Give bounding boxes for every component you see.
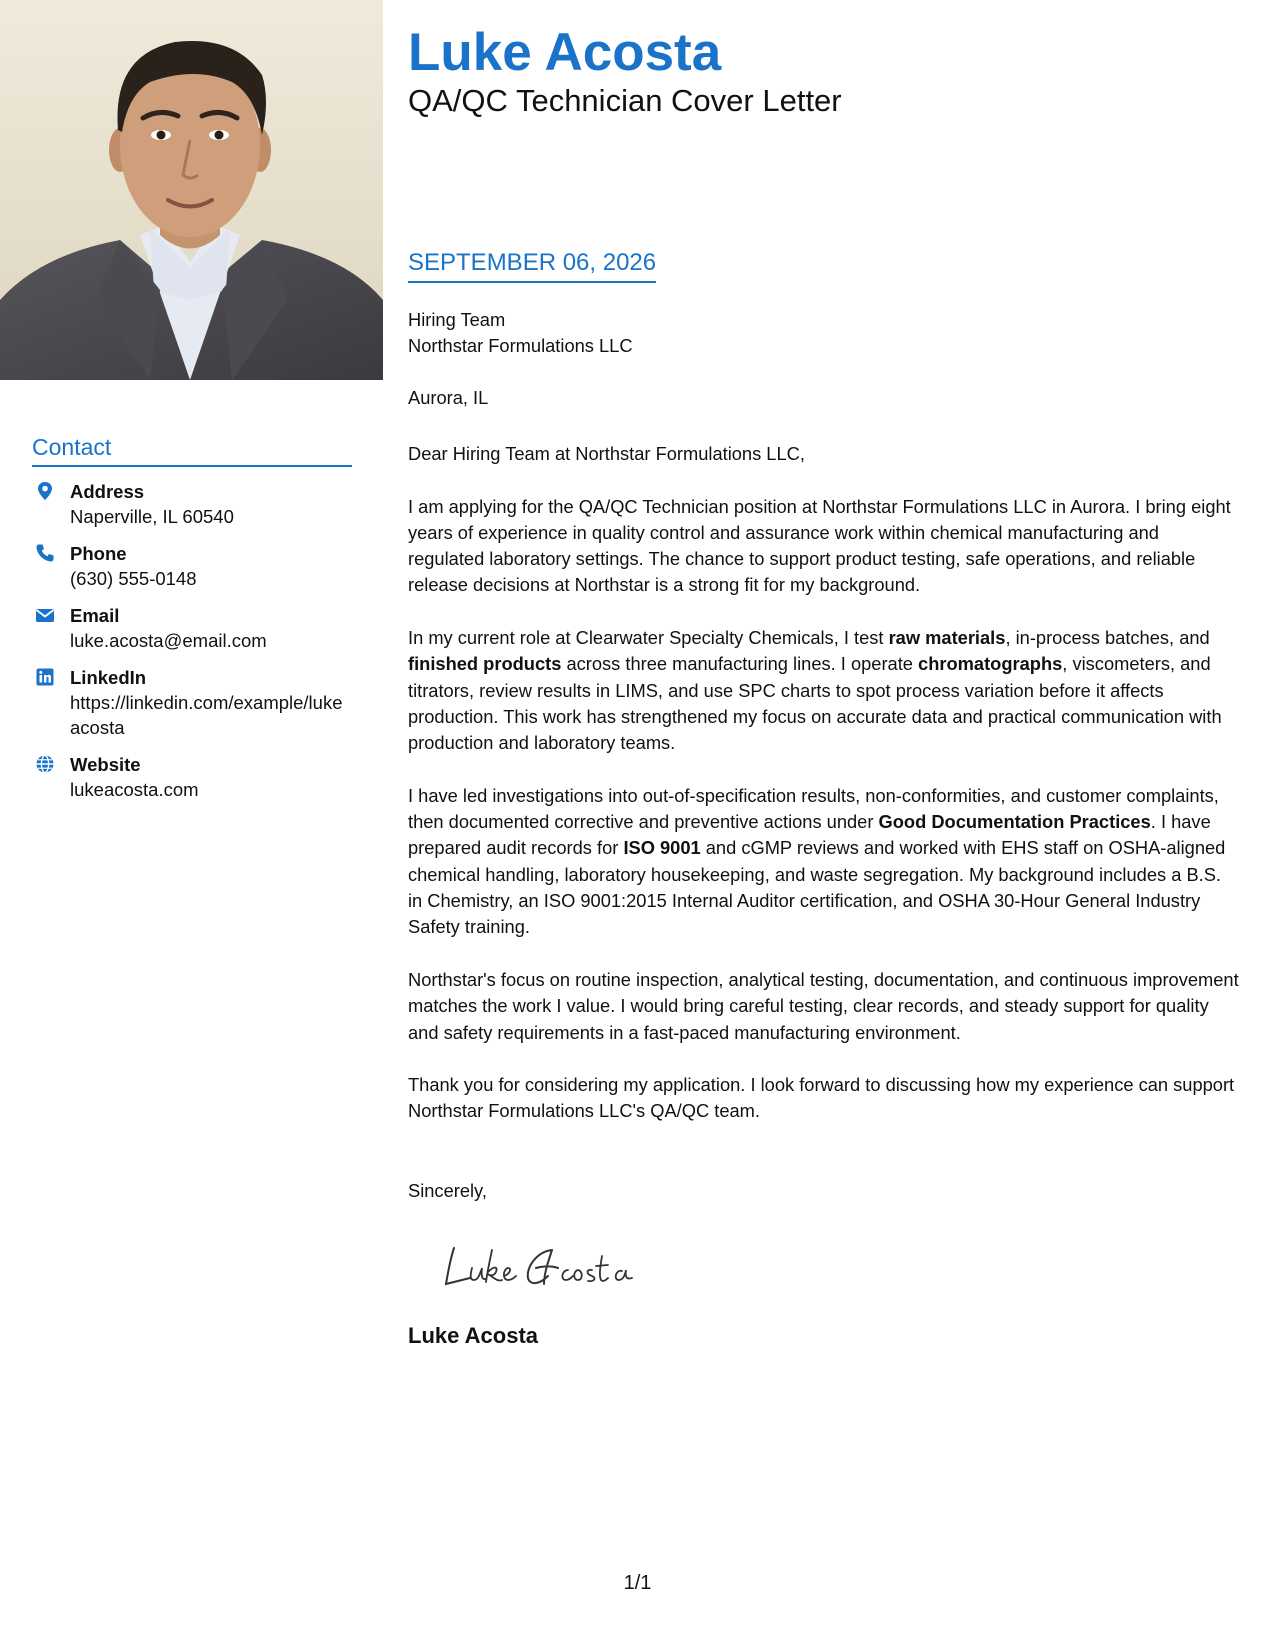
handwritten-signature	[440, 1238, 640, 1298]
contact-linkedin-value[interactable]: https://linkedin.com/example/lukeacosta	[70, 692, 343, 738]
signer-name: Luke Acosta	[408, 1323, 539, 1348]
recipient-line-2: Northstar Formulations LLC	[408, 335, 633, 356]
paragraph-5: Thank you for considering my application. I look forward to discussing how my experience can support Northstar Formulations LLC's QA/QC team.	[408, 1074, 1235, 1122]
recipient-location: Aurora, IL	[408, 387, 489, 408]
phone-icon	[35, 543, 55, 563]
contact-email-value[interactable]: luke.acosta@email.com	[70, 630, 267, 651]
contact-phone	[32, 541, 352, 591]
paragraph-2: In my current role at Clearwater Specialty Chemicals, I test raw materials, in-process batches, and finished products across three manufacturing lines. I operate chromatographs, viscometers, and titrators, review results in LIMS, and use SPC charts to spot process variation before it affects production. This work has strengthened my focus on accurate data and practical communication with production and laboratory teams.	[408, 627, 1222, 754]
contact-address-label: Address	[70, 481, 145, 502]
applicant-name: Luke Acosta	[408, 23, 722, 82]
location-pin-icon	[35, 481, 55, 501]
closing: Sincerely,	[408, 1180, 487, 1201]
letter-date: SEPTEMBER 06, 2026	[408, 249, 656, 283]
profile-photo	[0, 0, 383, 380]
contact-section	[32, 434, 352, 814]
contact-website-label: Website	[70, 754, 141, 775]
globe-icon	[35, 754, 55, 774]
letter-body	[408, 441, 1240, 1151]
salutation: Dear Hiring Team at Northstar Formulations LLC,	[408, 443, 805, 464]
document-subtitle: QA/QC Technician Cover Letter	[408, 83, 842, 118]
contact-website	[32, 752, 352, 802]
contact-linkedin	[32, 665, 352, 740]
paragraph-1: I am applying for the QA/QC Technician position at Northstar Formulations LLC in Aurora. I bring eight years of experience in quality control and assurance work within chemical manufacturing and regulated laboratory settings. The chance to support product testing, safe operations, and reliable release decisions at Northstar is a strong fit for my background.	[408, 495, 1231, 596]
contact-phone-label: Phone	[70, 543, 127, 564]
portrait-photo	[0, 0, 383, 380]
email-icon	[35, 605, 55, 625]
page-number: 1/1	[623, 1572, 652, 1594]
contact-linkedin-label: LinkedIn	[70, 667, 147, 688]
paragraph-4: Northstar's focus on routine inspection, analytical testing, documentation, and continuous improvement matches the work I value. I would bring careful testing, clear records, and steady support for quality and safety requirements in a fast-paced manufacturing environment.	[408, 968, 1239, 1043]
contact-email	[32, 603, 352, 653]
contact-website-value[interactable]: lukeacosta.com	[70, 779, 199, 800]
contact-address	[32, 479, 352, 529]
contact-phone-value: (630) 555-0148	[70, 568, 197, 589]
linkedin-icon	[35, 667, 55, 687]
recipient-block	[408, 307, 633, 411]
contact-address-value: Naperville, IL 60540	[70, 506, 234, 527]
contact-heading: Contact	[32, 434, 352, 467]
recipient-line-1: Hiring Team	[408, 309, 506, 330]
contact-email-label: Email	[70, 605, 120, 626]
paragraph-3: I have led investigations into out-of-specification results, non-conformities, and customer complaints, then documented corrective and preventive actions under Good Documentation Practices. I have prepared audit records for ISO 9001 and cGMP reviews and worked with EHS staff on OSHA-aligned chemical handling, laboratory housekeeping, and waste segregation. My background includes a B.S. in Chemistry, an ISO 9001:2015 Internal Auditor certification, and OSHA 30-Hour General Industry Safety training.	[408, 784, 1226, 938]
